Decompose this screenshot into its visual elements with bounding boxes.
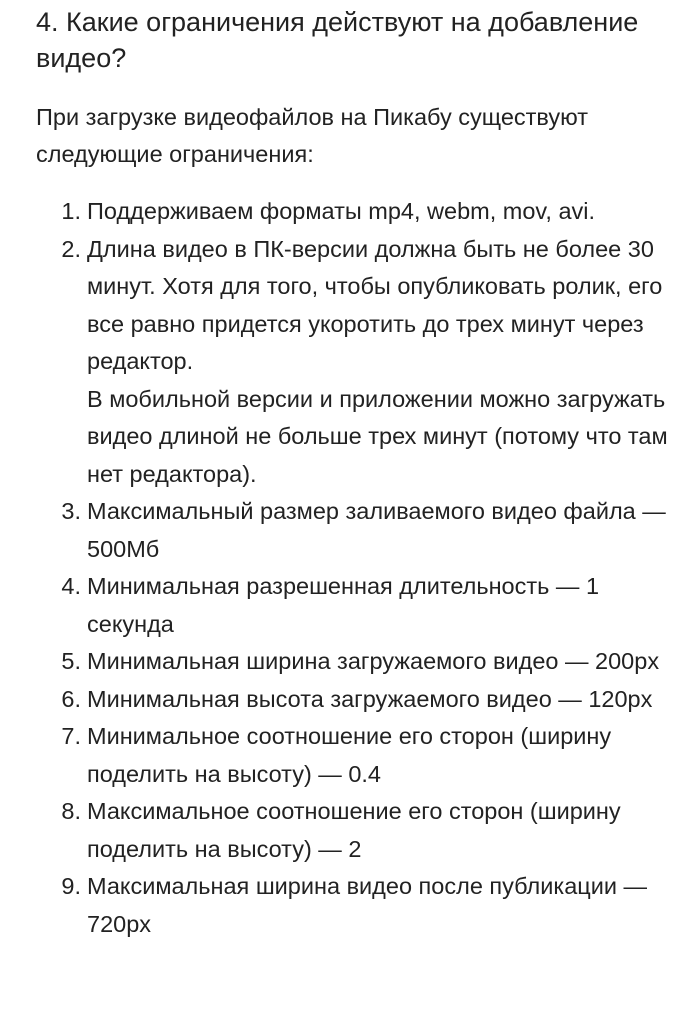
list-item-text: Минимальная высота загружаемого видео — 120px — [87, 685, 653, 712]
list-item-text: Минимальное соотношение его сторон (ширину поделить на высоту) — 0.4 — [87, 723, 612, 787]
list-item-number: 8. — [61, 798, 81, 824]
list-item — [36, 193, 676, 231]
intro-paragraph: При загрузке видеофайлов на Пикабу существуют следующие ограничения: — [36, 104, 588, 167]
list-item-number: 9. — [61, 873, 81, 899]
list-item-text: Максимальная ширина видео после публикации — 720px — [87, 873, 648, 937]
list-item-number: 7. — [61, 723, 81, 749]
list-item-number: 4. — [61, 573, 81, 599]
list-item — [36, 681, 676, 719]
list-item-number: 6. — [61, 685, 81, 712]
list-item — [36, 493, 676, 568]
list-item-number: 5. — [61, 648, 81, 674]
list-item-text: Максимальное соотношение его сторон (ширину поделить на высоту) — 2 — [87, 798, 621, 862]
list-item-text-continued: В мобильной версии и приложении можно загружать видео длиной не больше трех минут (потому что там нет редактора). — [87, 385, 668, 487]
list-item-text: Минимальная разрешенная длительность — 1 секунда — [87, 573, 600, 637]
section-heading: 4. Какие ограничения действуют на добавление видео? — [36, 7, 639, 73]
list-item — [36, 643, 676, 681]
list-item-text: Минимальная ширина загружаемого видео — 200px — [87, 648, 660, 674]
list-item — [36, 568, 676, 643]
list-item — [36, 868, 676, 943]
list-item-text: Длина видео в ПК-версии должна быть не более 30 минут. Хотя для того, чтобы опубликовать ролик, его все равно придется укоротить до трех минут через редактор. — [87, 235, 663, 374]
list-item-number: 1. — [61, 198, 81, 224]
list-item-text: Максимальный размер заливаемого видео файла — 500Мб — [87, 498, 666, 562]
list-item — [36, 231, 676, 494]
limits-list — [36, 193, 676, 943]
list-item — [36, 793, 676, 868]
article — [36, 0, 676, 943]
list-item — [36, 718, 676, 793]
list-item-text: Поддерживаем форматы mp4, webm, mov, avi. — [87, 198, 596, 224]
list-item-number: 2. — [61, 235, 81, 262]
list-item-number: 3. — [61, 498, 81, 524]
